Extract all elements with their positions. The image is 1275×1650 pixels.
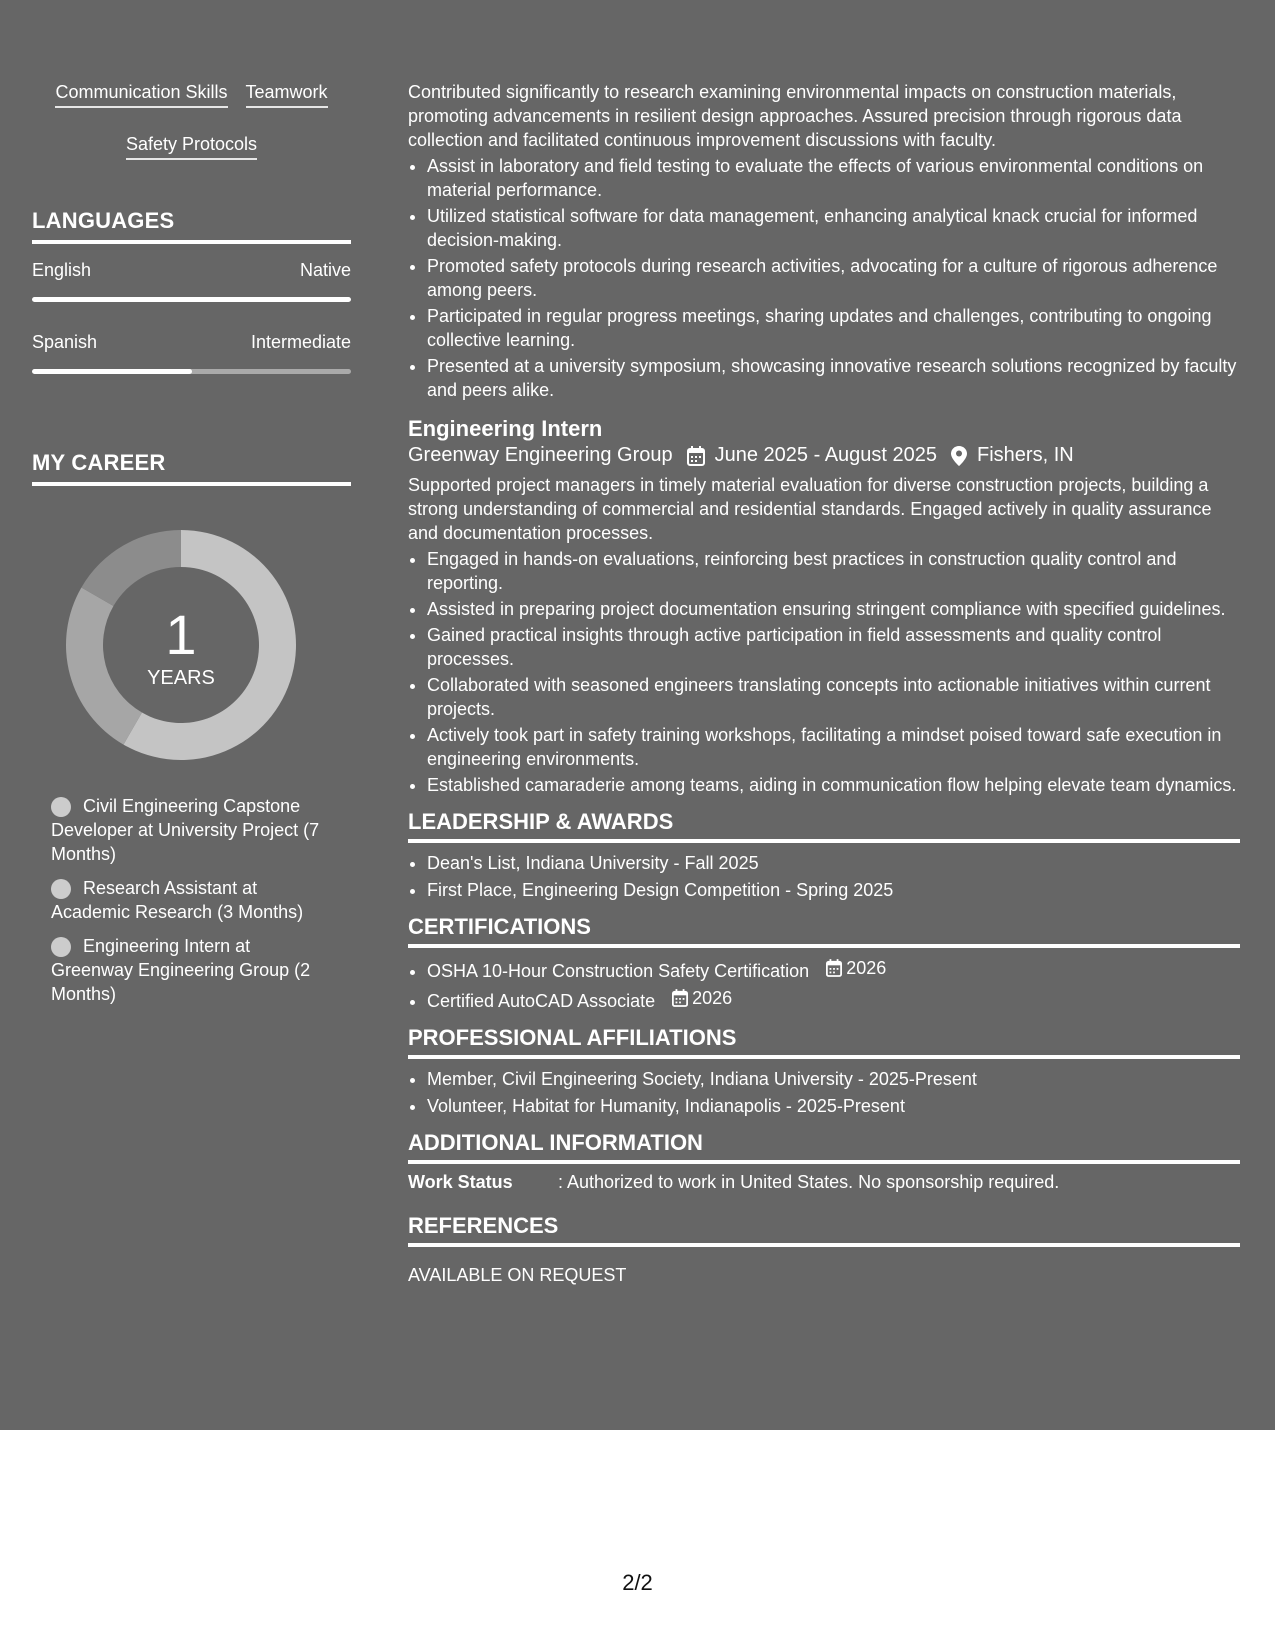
bullet-item: • Promoted safety protocols during research activities, advocating for a culture of rigorous adherence among peers. [427,254,1240,302]
job-location: Fishers, IN [977,444,1074,466]
certification-name: Certified AutoCAD Associate [427,991,656,1011]
research-summary: Contributed significantly to research examining environmental impacts on construction materials, promoting advancements in resilient design approaches. Assured precision through rigorous data collection and facilitated continuous improvement discussions with faculty. [408,82,1182,150]
list-item: • Volunteer, Habitat for Humanity, Indianapolis - 2025-Present [427,1094,1240,1118]
career-legend [32,794,331,1006]
certifications-list [408,956,1240,1013]
career-legend-label: Research Assistant at Academic Research (3 Months) [51,878,304,922]
bullet-item: • Participated in regular progress meetings, sharing updates and challenges, contributing to ongoing collective learning. [427,304,1240,352]
language-level: Native [299,260,351,280]
career-legend-item [51,876,331,924]
section-title: LANGUAGES [32,208,351,244]
career-legend-label: Engineering Intern at Greenway Engineering Group (2 Months) [51,936,311,1004]
certifications-section [408,914,1240,1013]
affiliations-section [408,1025,1240,1118]
section-title: MY CAREER [32,450,351,486]
bullet-item: • Presented at a university symposium, showcasing innovative research solutions recognized by faculty and peers alike. [427,354,1240,402]
skills-list [32,80,351,160]
leadership-section [408,809,1240,902]
skill-tag: Safety Protocols [126,132,257,160]
certification-year: 2026 [692,988,733,1008]
career-legend-item [51,934,331,1006]
info-value: : Authorized to work in United States. No sponsorship required. [558,1172,1060,1192]
years-label: YEARS [147,666,215,689]
calendar-icon [826,959,842,977]
career-legend-label: Civil Engineering Capstone Developer at University Project (7 Months) [51,796,320,864]
bullet-item: • Established camaraderie among teams, aiding in communication flow helping elevate team dynamics. [427,773,1240,797]
language-proficiency-bar [32,297,351,302]
language-proficiency-fill [32,369,192,374]
section-title: LEADERSHIP & AWARDS [408,809,1240,843]
certification-year: 2026 [846,958,887,978]
page-number: 2/2 [622,1570,653,1595]
info-row [408,1172,1240,1193]
job-title: Engineering Intern [408,416,603,441]
leadership-list [408,851,1240,902]
career-section [32,450,351,1006]
certification-date [672,986,732,1010]
intern-summary: Supported project managers in timely material evaluation for diverse construction projects, building a strong understanding of commercial and residential standards. Engaged actively in quality assurance and documentation processes. [408,475,1212,543]
left-column [32,80,351,1016]
list-item [427,986,1240,1013]
bullet-item: • Utilized statistical software for data management, enhancing analytical knack crucial for informed decision-making. [427,204,1240,252]
language-name: Spanish [32,332,98,352]
language-row [32,260,351,281]
legend-dot [51,937,71,957]
career-donut-chart [66,530,296,760]
language-proficiency-bar [32,369,351,374]
list-item: • Member, Civil Engineering Society, Indiana University - 2025-Present [427,1067,1240,1091]
references-section [408,1213,1240,1286]
languages-section [32,208,351,374]
donut-center [66,530,296,760]
research-bullets [408,154,1240,402]
skill-tag: Communication Skills [55,80,227,108]
section-title: ADDITIONAL INFORMATION [408,1130,1240,1164]
section-title: PROFESSIONAL AFFILIATIONS [408,1025,1240,1059]
affiliations-list [408,1067,1240,1118]
bullet-item: • Assisted in preparing project documentation ensuring stringent compliance with specified guidelines. [427,597,1240,621]
language-proficiency-fill [32,297,351,302]
calendar-icon [687,446,705,466]
language-row [32,332,351,353]
skill-tag: Teamwork [246,80,328,108]
section-title: CERTIFICATIONS [408,914,1240,948]
certification-date [826,956,886,980]
additional-info-section [408,1130,1240,1193]
calendar-icon [672,989,688,1007]
language-level: Intermediate [250,332,351,352]
list-item [427,956,1240,983]
company-name: Greenway Engineering Group [408,444,673,466]
location-pin-icon [951,446,967,466]
bullet-item: • Gained practical insights through active participation in field assessments and quality control processes. [427,623,1240,671]
bullet-item: • Collaborated with seasoned engineers translating concepts into actionable initiatives within current projects. [427,673,1240,721]
career-legend-item [51,794,331,866]
bullet-item: • Assist in laboratory and field testing to evaluate the effects of various environmental conditions on material performance. [427,154,1240,202]
intern-bullets [408,547,1240,797]
job-dates: June 2025 - August 2025 [714,444,938,466]
legend-dot [51,797,71,817]
legend-dot [51,879,71,899]
job-meta [408,444,1240,467]
list-item: • Dean's List, Indiana University - Fall 2025 [427,851,1240,875]
certification-name: OSHA 10-Hour Construction Safety Certification [427,961,810,981]
bullet-item: • Engaged in hands-on evaluations, reinforcing best practices in construction quality control and reporting. [427,547,1240,595]
years-number: 1 [165,602,197,666]
info-key: Work Status [408,1172,513,1192]
right-column [408,80,1240,1286]
list-item: • First Place, Engineering Design Competition - Spring 2025 [427,878,1240,902]
references-text: AVAILABLE ON REQUEST [408,1265,627,1285]
bullet-item: • Actively took part in safety training workshops, facilitating a mindset poised toward safe execution in engineering environments. [427,723,1240,771]
section-title: REFERENCES [408,1213,1240,1247]
language-name: English [32,260,92,280]
